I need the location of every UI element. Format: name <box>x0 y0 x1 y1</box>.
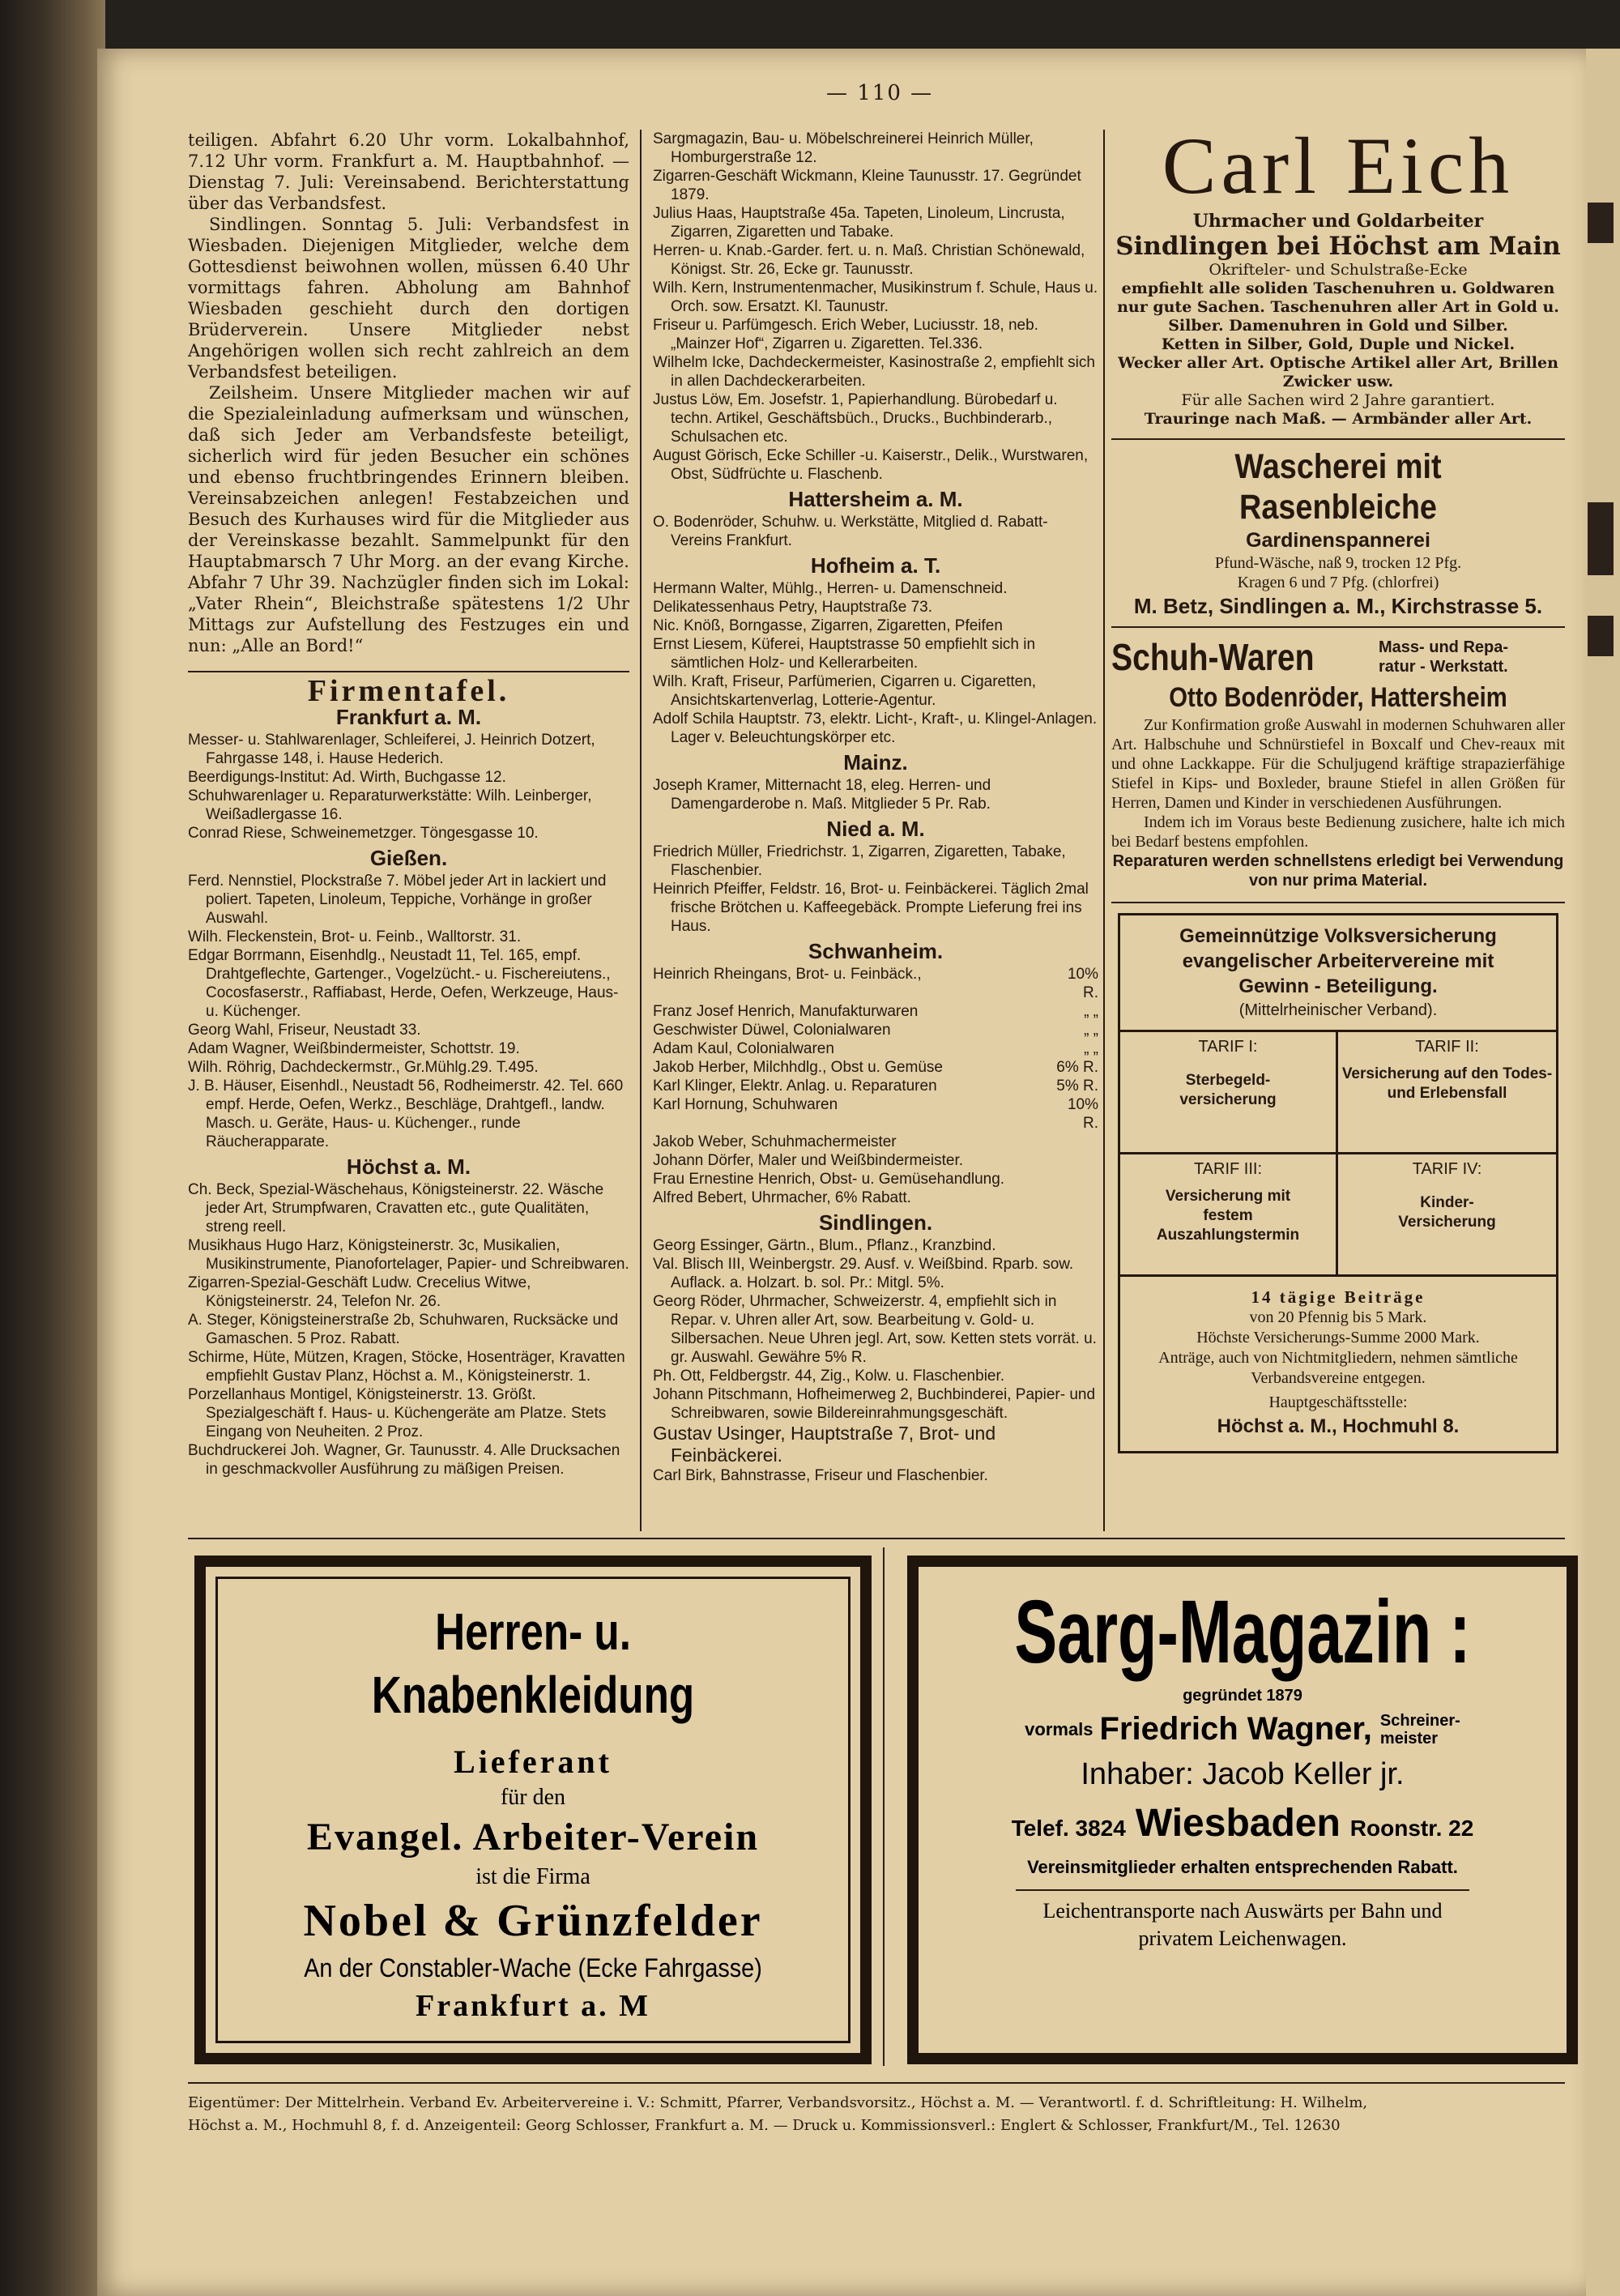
schwanheim-discount: 10% R. <box>1067 966 1098 1001</box>
firmentafel-title: Firmentafel. <box>307 674 510 708</box>
ad-transport: Leichentransporte nach Auswärts per Bahn und <box>1042 1899 1443 1923</box>
ad-title: Herren- u. Knabenkleidung <box>371 1603 695 1724</box>
schuh-header <box>1111 634 1565 680</box>
eich-text: Für alle Sachen wird 2 Jahre garantiert. <box>1181 391 1495 409</box>
volks-subtitle: (Mittelrheinischer Verband). <box>1238 1001 1438 1019</box>
tarif-head: TARIF I: <box>1198 1038 1258 1056</box>
ad-transport: privatem Leichenwagen. <box>1138 1927 1347 1950</box>
ad-title: Sarg-Magazin : <box>1014 1582 1471 1682</box>
firm-entry: A. Steger, Königsteinerstraße 2b, Schuhwaren, Rucksäcke und Gamaschen. 5 Proz. Rabatt. <box>188 1312 619 1347</box>
ad-phone-row <box>919 1801 1567 1846</box>
schwanheim-discount <box>1048 1151 1098 1170</box>
schwanheim-discount <box>1048 1133 1098 1151</box>
volks-text: Anträge, auch von Nichtmitgliedern, nehmen sämtliche Verbandsvereine entgegen. <box>1158 1349 1518 1387</box>
volks-text: 14 tägige Beiträge <box>1251 1287 1426 1307</box>
ad-title2-line: meister <box>1379 1729 1439 1748</box>
schwanheim-row <box>653 1021 1098 1039</box>
next-page-fragment <box>1588 203 1614 243</box>
firm-entry: Musikhaus Hugo Harz, Königsteinerstr. 3c, Musikalien, Musikinstrumente, Pianofortelager, Papier- und Schreibwaren. <box>188 1237 629 1273</box>
firm-entry: Ph. Ott, Feldbergstr. 44, Zig., Kolw. u. Flaschenbier. <box>653 1368 1005 1385</box>
volksversicherung-ad <box>1118 913 1558 1453</box>
firm-entry: O. Bodenröder, Schuhw. u. Werkstätte, Mitglied d. Rabatt-Vereins Frankfurt. <box>653 514 1048 549</box>
ad-city: Frankfurt a. M <box>415 1989 651 2023</box>
eich-text: empfiehlt alle soliden Taschenuhren u. Goldwaren nur gute Sachen. Taschenuhren aller Art in Gold u. Silber. Damenuhren in Gold und Silber. <box>1117 280 1559 335</box>
schuh-text: Zur Konfirmation große Auswahl in modernen Schuhwaren aller Art. Halbschuhe und Schnürstiefel in Boxcalf und Chev-reaux mit und ohne Lackkappe. Für die Schuljugend kräftige strapazierfähige Stiefel in Kips- und Boxleder, braune Stiefel in allen Größen für Herren, Damen und Kinder in verschiedenen Ausführungen. <box>1111 716 1565 812</box>
eich-text: Trauringe nach Maß. — Armbänder aller Art. <box>1144 410 1533 428</box>
rule <box>1111 438 1565 440</box>
firm-entry: Joseph Kramer, Mitternacht 18, eleg. Herren- und Damengarderobe n. Maß. Mitglieder 5 Pr. Rab. <box>653 777 991 813</box>
wascherei-owner: M. Betz, Sindlingen a. M., Kirchstrasse 5. <box>1133 594 1543 618</box>
firm-entry: Wilh. Fleckenstein, Brot- u. Feinb., Walltorstr. 31. <box>188 928 522 945</box>
schwanheim-row <box>653 1151 1098 1170</box>
volks-title: Gemeinnützige Volksversicherung <box>1179 925 1497 947</box>
schwanheim-name: Jakob Herber, Milchhdlg., Obst u. Gemüse <box>653 1059 943 1076</box>
city-heading: Nied a. M. <box>826 817 925 841</box>
schwanheim-discount <box>1048 1170 1098 1189</box>
eich-location: Sindlingen bei Höchst am Main <box>1115 232 1561 261</box>
schwanheim-discount: 6% R. <box>1056 1059 1098 1076</box>
next-page-fragment <box>1588 502 1614 575</box>
schwanheim-row <box>653 1170 1098 1189</box>
eich-text: Wecker aller Art. Optische Artikel aller Art, Brillen Zwicker usw. <box>1118 354 1558 390</box>
schwanheim-discount <box>1048 1189 1098 1207</box>
schwanheim-row <box>653 965 1098 1002</box>
ad-line: Evangel. Arbeiter-Verein <box>306 1816 760 1859</box>
footer-divider <box>188 2082 1565 2084</box>
ad-firm-name: Nobel & Grünzfelder <box>303 1896 763 1946</box>
firm-entry: Messer- u. Stahlwarenlager, Schleiferei, J. Heinrich Dotzert, Fahrgasse 148, i. Hause Hederich. <box>188 732 595 767</box>
firm-entry: Sargmagazin, Bau- u. Möbelschreinerei Heinrich Müller, Homburgerstraße 12. <box>653 130 1034 166</box>
ad-inhaber: Inhaber: Jacob Keller jr. <box>1081 1757 1405 1791</box>
tarif-cell <box>1338 1032 1556 1154</box>
firm-entry: Herren- u. Knab.-Garder. fert. u. n. Maß. Christian Schönewald, Königst. Str. 26, Ecke gr. Taunusstr. <box>653 242 1085 278</box>
schwanheim-name: Karl Hornung, Schuhwaren <box>653 1096 838 1113</box>
book-binding-edge <box>0 0 105 2296</box>
city-heading: Schwanheim. <box>808 939 944 963</box>
ad-line: ist die Firma <box>475 1864 590 1889</box>
eich-subtitle: Uhrmacher und Goldarbeiter <box>1192 211 1484 232</box>
schwanheim-name: Heinrich Rheingans, Brot- u. Feinbäck., <box>653 966 922 983</box>
ad-line: Lieferant <box>454 1743 612 1780</box>
schwanheim-name: Jakob Weber, Schuhmachermeister <box>653 1133 897 1150</box>
schwanheim-name: Franz Josef Henrich, Manufakturwaren <box>653 1003 919 1020</box>
ad-founded: gegründet 1879 <box>1183 1687 1302 1705</box>
schuh-side-line: Mass- und Repa- <box>1379 638 1509 656</box>
schwanheim-discount: „ „ <box>1084 1040 1098 1057</box>
volks-title: Gewinn - Beteiligung. <box>1238 975 1438 997</box>
carl-eich-ad <box>1111 122 1565 429</box>
schwanheim-name: Geschwister Düwel, Colonialwaren <box>653 1022 891 1039</box>
schwanheim-row <box>653 1133 1098 1151</box>
next-page-fragment <box>1588 616 1614 656</box>
firm-entry: Zigarren-Spezial-Geschäft Ludw. Crecelius Witwe, Königsteinerstr. 24, Telefon Nr. 26. <box>188 1274 531 1310</box>
city-heading: Frankfurt a. M. <box>335 705 482 729</box>
tarif-grid <box>1120 1030 1556 1277</box>
ad-inner-frame <box>215 1577 850 2043</box>
ad-inner <box>919 1567 1567 2053</box>
tarif-cell <box>1120 1154 1338 1274</box>
news-paragraph: teiligen. Abfahrt 6.20 Uhr vorm. Lokalbahnhof, 7.12 Uhr vorm. Frankfurt a. M. Hauptbahnhof. — Dienstag 7. Juli: Vereinsabend. Berichterstattung über das Verbandsfest. <box>188 130 629 213</box>
firm-entry: Justus Löw, Em. Josefstr. 1, Papierhandlung. Bürobedarf u. techn. Artikel, Geschäftsbüch., Drucks., Buchbinderarb., Schulsachen etc. <box>653 391 1058 446</box>
firm-entry: Julius Haas, Hauptstraße 45a. Tapeten, Linoleum, Lincrusta, Zigarren, Zigaretten und Tabake. <box>653 205 1065 241</box>
schuh-text: Indem ich im Voraus beste Bedienung zusichere, halte ich mich bei Bedarf bestens empfohlen. <box>1111 813 1565 851</box>
ad-address: An der Constabler-Wache (Ecke Fahrgasse) <box>304 1953 762 1982</box>
firm-entry: Georg Röder, Uhrmacher, Schweizerstr. 4, empfiehlt sich in Repar. v. Uhren aller Art, sow. Bearbeitung v. Gold- u. Silbersachen. Neue Uhren jegl. Art, sow. Ketten stets vorrät. u. gr. Auswahl. Gewähre 5% R. <box>653 1293 1097 1366</box>
wascherei-title: Wascherei mit Rasenbleiche <box>1234 447 1442 527</box>
firm-entry: Johann Pitschmann, Hofheimerweg 2, Buchbinderei, Papier- und Schreibwaren, sowie Bildereinrahmungsgeschäft. <box>653 1386 1096 1422</box>
firm-entry: Delikatessenhaus Petry, Hauptstraße 73. <box>653 599 932 616</box>
page-number: — 110 — <box>826 81 934 105</box>
schwanheim-name: Adam Kaul, Colonialwaren <box>653 1040 834 1057</box>
firm-entry: Heinrich Pfeiffer, Feldstr. 16, Brot- u. Feinbäckerei. Täglich 2mal frische Brötchen u. Kaffeegebäck. Prompte Lieferung frei ins Haus. <box>653 881 1089 935</box>
rule <box>1111 626 1565 628</box>
firm-entry: Georg Essinger, Gärtn., Blum., Pflanz., Kranzbind. <box>653 1237 996 1254</box>
volks-footer <box>1120 1277 1556 1451</box>
firm-entry: Buchdruckerei Joh. Wagner, Gr. Taunusstr. 4. Alle Drucksachen in geschmackvoller Ausführung zu mäßigen Preisen. <box>188 1442 620 1478</box>
firm-entry: Zigarren-Geschäft Wickmann, Kleine Taunusstr. 17. Gegründet 1879. <box>653 168 1081 203</box>
tarif-head: TARIF II: <box>1415 1038 1479 1056</box>
schwanheim-row <box>653 1095 1098 1133</box>
firm-entry: Wilh. Kraft, Friseur, Parfümerien, Cigarren u. Cigaretten, Ansichtskartenverlag, Lotterie-Agentur. <box>653 673 1037 709</box>
tarif-head: TARIF III: <box>1193 1160 1263 1178</box>
city-heading: Mainz. <box>843 750 908 775</box>
schwanheim-name: Alfred Bebert, Uhrmacher, 6% Rabatt. <box>653 1189 911 1206</box>
carl-eich-title: Carl Eich <box>1162 121 1515 211</box>
column-middle <box>653 130 1098 1485</box>
tarif-cell <box>1120 1032 1338 1154</box>
next-page-edge <box>1586 49 1620 2296</box>
tarif-body: Kinder-Versicherung <box>1398 1194 1496 1231</box>
city-heading: Hofheim a. T. <box>810 553 941 578</box>
tarif-cell <box>1338 1154 1556 1274</box>
firm-entry: Edgar Borrmann, Eisenhdlg., Neustadt 11, Tel. 165, empf. Drahtgeflechte, Gartenger., Vogelzücht.- u. Fischereiutens., Cocosfaserstr., Raffiabast, Herde, Oefen, Werkzeuge, Haus- u. Küchenger. <box>188 947 619 1020</box>
firm-entry: Conrad Riese, Schweinemetzger. Töngesgasse 10. <box>188 825 539 842</box>
volks-text: Höchste Versicherungs-Summe 2000 Mark. <box>1196 1329 1480 1346</box>
schwanheim-row <box>653 1058 1098 1077</box>
schuh-title: Schuh-Waren <box>1111 636 1315 678</box>
city-heading: Höchst a. M. <box>346 1154 471 1179</box>
rule <box>1016 1889 1469 1891</box>
ad-title2-line: Schreiner- <box>1379 1711 1460 1730</box>
ad-telef: Telef. 3824 <box>1011 1816 1126 1841</box>
wascherei-sub: Gardinenspannerei <box>1246 529 1430 552</box>
firm-entry: Adam Wagner, Weißbindermeister, Schottstr. 19. <box>188 1040 520 1057</box>
firm-entry: Ch. Beck, Spezial-Wäschehaus, Königsteinerstr. 22. Wäsche jeder Art, Strumpfwaren, Cravatten etc., gute Qualitäten, streng reell. <box>188 1181 604 1235</box>
column-divider <box>1103 130 1105 1531</box>
schwanheim-discount: 5% R. <box>1056 1078 1098 1095</box>
firm-entry: Beerdigungs-Institut: Ad. Wirth, Buchgasse 12. <box>188 769 506 786</box>
eich-text: Ketten in Silber, Gold, Duple und Nickel. <box>1161 335 1516 353</box>
rule <box>1111 902 1565 903</box>
eich-address: Okrifteler- und Schulstraße-Ecke <box>1209 261 1468 279</box>
schwanheim-row <box>653 1039 1098 1058</box>
rule <box>188 671 629 672</box>
firm-entry: Ferd. Nennstiel, Plockstraße 7. Möbel jeder Art in lackiert und poliert. Tapeten, Linoleum, Teppiche, Vorhänge in großer Auswahl. <box>188 873 607 927</box>
volks-header <box>1120 915 1556 1030</box>
schuh-owner: Otto Bodenröder, Hattersheim <box>1169 682 1507 713</box>
firm-entry: Ernst Liesem, Küferei, Hauptstrasse 50 empfiehlt sich in sämtlichen Holz- und Kellerarbeiten. <box>653 636 1036 672</box>
city-heading: Hattersheim a. M. <box>788 487 963 511</box>
column-left <box>188 130 629 1479</box>
imprint-line: Höchst a. M., Hochmuhl 8, f. d. Anzeigenteil: Georg Schlosser, Frankfurt a. M. — Druck u. Kommissionsverl.: Englert & Schlosser, Frankfurt/M., Tel. 12630 <box>188 2117 1341 2134</box>
tarif-body: Sterbegeld-versicherung <box>1179 1072 1277 1108</box>
ad-name: Friedrich Wagner, <box>1099 1711 1372 1747</box>
firm-entry: Hermann Walter, Mühlg., Herren- u. Damenschneid. <box>653 580 1008 597</box>
ad-divider <box>883 1547 885 2066</box>
firm-entry: Nic. Knöß, Borngasse, Zigarren, Zigaretten, Pfeifen <box>653 617 1003 634</box>
firm-entry: Porzellanhaus Montigel, Königsteinerstr. 13. Größt. Spezialgeschäft f. Haus- u. Küchengeräte am Platze. Stets Eingang von Neuheiten. 2 Proz. <box>188 1386 607 1440</box>
firm-entry: Schirme, Hüte, Mützen, Kragen, Stöcke, Hosenträger, Kravatten empfiehlt Gustav Planz, Höchst a. M., Königsteinerstr. 1. <box>188 1349 625 1385</box>
schwanheim-discount: 10% R. <box>1067 1096 1098 1132</box>
wascherei-ad <box>1111 446 1565 620</box>
schwanheim-discount: „ „ <box>1084 1022 1098 1039</box>
city-heading: Sindlingen. <box>818 1210 933 1235</box>
column-divider <box>640 130 642 1531</box>
ad-line: für den <box>500 1785 566 1810</box>
firm-entry: Georg Wahl, Friseur, Neustadt 33. <box>188 1022 421 1039</box>
imprint <box>188 2092 1565 2137</box>
tarif-body: Versicherung auf den Todes- und Erlebensfall <box>1341 1065 1553 1102</box>
schuh-ad <box>1111 634 1565 890</box>
column-right <box>1111 122 1565 1453</box>
tarif-head: TARIF IV: <box>1412 1160 1482 1178</box>
ad-vormals: vormals <box>1025 1718 1094 1739</box>
ad-name-row <box>919 1711 1567 1748</box>
firm-entry: Friedrich Müller, Friedrichstr. 1, Zigarren, Zigaretten, Tabake, Flaschenbier. <box>653 843 1066 879</box>
club-news <box>188 130 629 656</box>
city-heading: Gießen. <box>369 846 448 870</box>
schwanheim-name: Frau Ernestine Henrich, Obst- u. Gemüsehandlung. <box>653 1171 1005 1188</box>
schwanheim-name: Johann Dörfer, Maler und Weißbindermeister. <box>653 1152 963 1169</box>
ad-rabatt: Vereinsmitglieder erhalten entsprechenden Rabatt. <box>1027 1857 1458 1877</box>
schwanheim-row <box>653 1189 1098 1207</box>
ad-city: Wiesbaden <box>1135 1802 1341 1845</box>
schwanheim-row <box>653 1077 1098 1095</box>
sarg-magazin-ad <box>907 1556 1578 2064</box>
firm-entry: Carl Birk, Bahnstrasse, Friseur und Flaschenbier. <box>653 1467 988 1484</box>
firm-entry: Adolf Schila Hauptstr. 73, elektr. Licht-, Kraft-, u. Klingel-Anlagen. Lager v. Beleuchtungskörper etc. <box>653 711 1098 746</box>
schwanheim-discount: „ „ <box>1084 1003 1098 1020</box>
firm-entry: Friseur u. Parfümgesch. Erich Weber, Luciusstr. 18, neb. „Mainzer Hof“, Zigarren u. Zigaretten. Tel.336. <box>653 317 1038 352</box>
herren-knaben-ad <box>194 1556 872 2064</box>
firm-entry: Wilh. Röhrig, Dachdeckermstr., Gr.Mühlg.29. T.495. <box>188 1059 539 1076</box>
volks-text: von 20 Pfennig bis 5 Mark. <box>1249 1308 1427 1326</box>
ad-street: Roonstr. 22 <box>1349 1816 1474 1841</box>
volks-address: Höchst a. M., Hochmuhl 8. <box>1217 1415 1460 1437</box>
wascherei-price: Pfund-Wäsche, naß 9, trocken 12 Pfg. <box>1214 554 1462 572</box>
firm-entry: J. B. Häuser, Eisenhdl., Neustadt 56, Rodheimerstr. 42. Tel. 660 empf. Herde, Oefen, Werkz., Beschläge, Drahtgefl., landw. Masch. u. Geräte, Haus- u. Küchenger., runde Räucherapparate. <box>188 1078 624 1150</box>
schuh-text: Reparaturen werden schnellstens erledigt bei Verwendung von nur prima Material. <box>1112 852 1564 890</box>
schwanheim-list <box>653 965 1098 1207</box>
firm-entry: Val. Blisch III, Weinbergstr. 29. Ausf. v. Weißbind. Rparb. sow. Auflack. a. Holzart. b. sol. Pr.: Mitgl. 5%. <box>653 1256 1074 1291</box>
ad-title2 <box>1380 1712 1460 1748</box>
volks-text: Hauptgeschäftsstelle: <box>1268 1393 1408 1411</box>
firm-entry: Schuhwarenlager u. Reparaturwerkstätte: Wilh. Leinberger, Weißadlergasse 16. <box>188 787 592 823</box>
schuh-side <box>1379 638 1508 676</box>
tarif-body: Versicherung mit festem Auszahlungstermin <box>1156 1188 1300 1244</box>
schwanheim-name: Karl Klinger, Elektr. Anlag. u. Reparaturen <box>653 1078 937 1095</box>
section-divider <box>188 1538 1565 1539</box>
schwanheim-row <box>653 1002 1098 1021</box>
volks-title: evangelischer Arbeitervereine mit <box>1182 950 1494 972</box>
news-paragraph: Sindlingen. Sonntag 5. Juli: Verbandsfest in Wiesbaden. Diejenigen Mitglieder, welche dem Gottesdienst beiwohnen wollen, müssen 6.40 Uhr vormittags fahren. Abholung am Bahnhof Wiesbaden geschieht durch den dortigen Brüderverein. Unsere Mitglieder nebst Angehörigen wollen sich recht zahlreich an dem Verbandsfest beteiligen. <box>188 215 629 382</box>
news-paragraph: Zeilsheim. Unsere Mitglieder machen wir auf die Spezialeinladung aufmerksam und wünschen, daß sich Jeder am Verbandsfeste beteiligt, sicherlich wird für jeden Besucher ein schönes und ebenso fruchtbringendes Erinnern bleiben. Vereinsabzeichen anlegen! Festabzeichen und Besuch des Kurhauses wird für die Mitglieder aus der Vereinskasse bezahlt. Sammelpunkt für den Hauptabmarsch 7 Uhr Morg. an der evang Kirche. Abfahr 7 Uhr 39. Nachzügler finden sich im Lokal: „Vater Rhein“, Bleichstraße spätestens 1/2 Uhr Mittags zur Aufstellung des Festzuges ein und nun: „Alle an Bord!“ <box>188 383 629 655</box>
imprint-line: Eigentümer: Der Mittelrhein. Verband Ev. Arbeitervereine i. V.: Schmitt, Pfarrer, Verbandsvorsitz., Höchst a. M. — Verantwortl. f. d. Schriftleitung: H. Wilhelm, <box>188 2094 1368 2111</box>
firm-entry: Gustav Usinger, Hauptstraße 7, Brot- und Feinbäckerei. <box>653 1423 996 1466</box>
firm-entry: Wilh. Kern, Instrumentenmacher, Musikinstrum f. Schule, Haus u. Orch. sow. Ersatzt. Kl. Taunustr. <box>653 280 1098 315</box>
schuh-side-line: ratur - Werkstatt. <box>1379 658 1508 676</box>
firm-entry: Wilhelm Icke, Dachdeckermeister, Kasinostraße 2, empfiehlt sich in allen Dachdeckerarbeiten. <box>653 354 1095 390</box>
firm-entry: August Görisch, Ecke Schiller -u. Kaiserstr., Delik., Wurstwaren, Obst, Südfrüchte u. Flaschenb. <box>653 447 1089 483</box>
wascherei-price: Kragen 6 und 7 Pfg. (chlorfrei) <box>1237 574 1439 591</box>
